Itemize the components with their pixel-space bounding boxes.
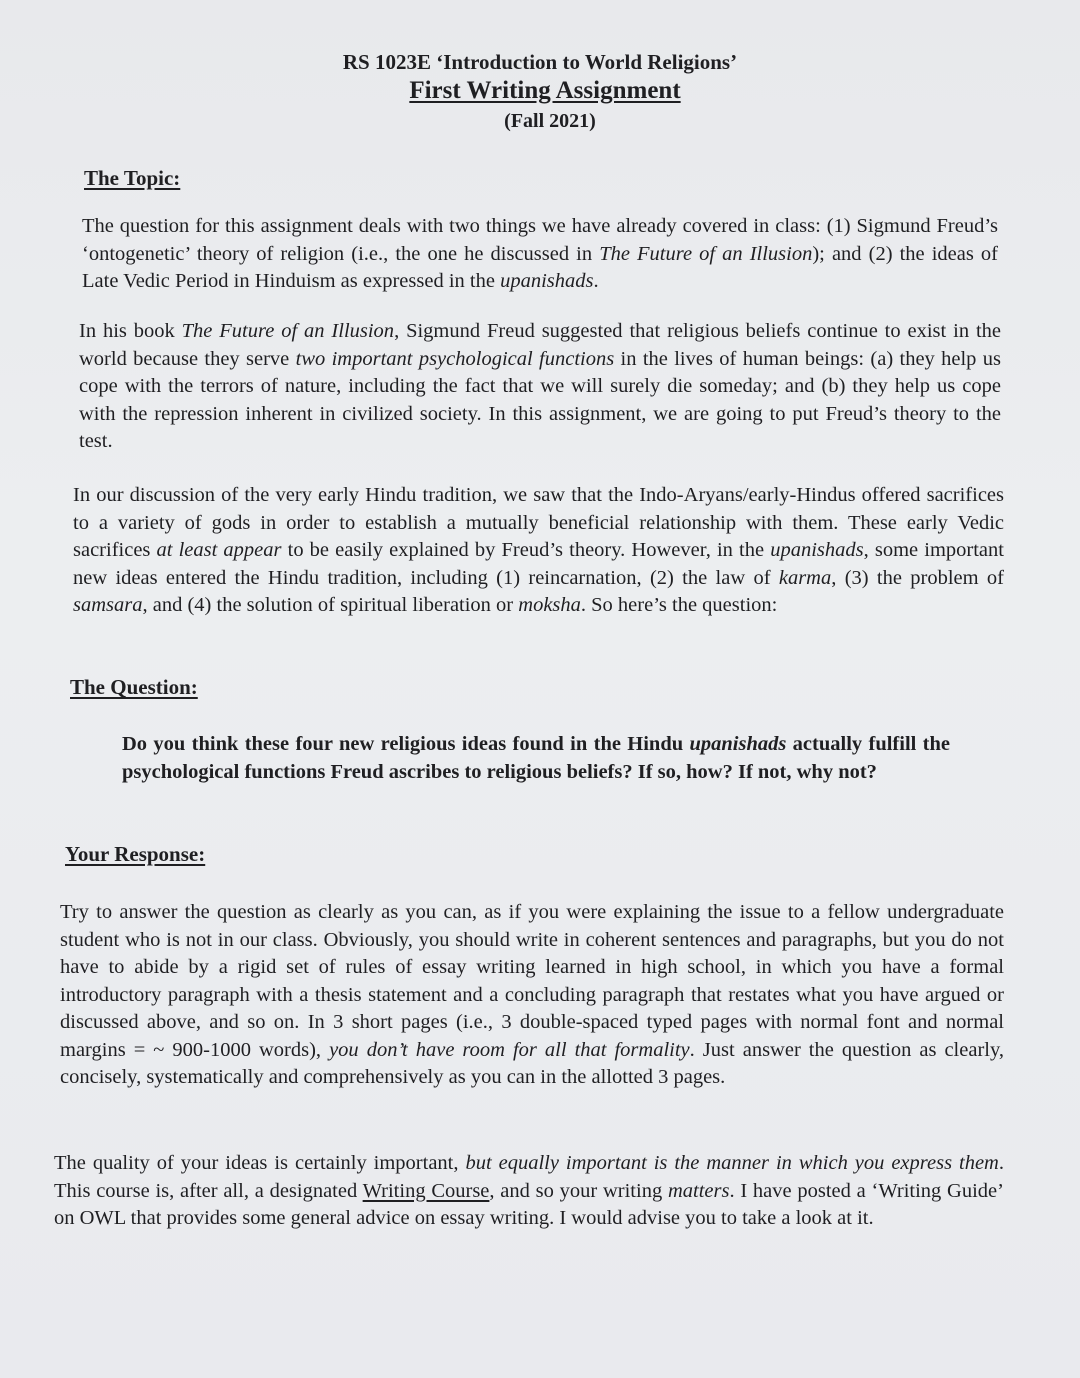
question-heading: The Question: (70, 675, 198, 699)
topic-paragraph-3: In our discussion of the very early Hindu tradition, we saw that the Indo-Aryans/early-Hindus offered sacrifices to a variety of gods in order to establish a mutually beneficial relationship with them. These early Vedic sacrifices at least appear to be easily explained by Freud’s theory. However, in the upanishads, some important new ideas entered the Hindu tradition, including (1) reincarnation, (2) the law of karma, (3) the problem of samsara, and (4) the solution of spiritual liberation or moksha. So here’s the question: (73, 484, 1004, 616)
term-label: (Fall 2021) (504, 110, 596, 132)
question-text: Do you think these four new religious ideas found in the Hindu upanishads actually fulfill the psychological functions Freud ascribes to religious beliefs? If so, how? If not, why not? (122, 733, 951, 783)
assignment-title: First Writing Assignment (409, 77, 681, 104)
topic-heading: The Topic: (84, 166, 181, 190)
topic-paragraph-2: In his book The Future of an Illusion, Sigmund Freud suggested that religious beliefs continue to exist in the world because they serve two important psychological functions in the lives of human beings: (a) they help us cope with the terrors of nature, including the fact that we will surely die someday; and (b) they help us cope with the repression inherent in civilized society. In this assignment, we are going to put Freud’s theory to the test. (79, 320, 1001, 452)
response-heading: Your Response: (65, 842, 206, 866)
document-header (0, 48, 1080, 136)
topic-paragraph-1: The question for this assignment deals with two things we have already covered in class: (1) Sigmund Freud’s ‘ontogenetic’ theory of religion (i.e., the one he discussed in The Future of an Illusion); and (2) the ideas of Late Vedic Period in Hinduism as expressed in the upanishads. (82, 215, 998, 292)
response-paragraph-1: Try to answer the question as clearly as you can, as if you were explaining the issue to a fellow undergraduate student who is not in our class. Obviously, you should write in coherent sentences and paragraphs, but you do not have to abide by a rigid set of rules of essay writing learned in high school, in which you have a formal introductory paragraph with a thesis statement and a concluding paragraph that restates what you have argued or discussed above, and so on. In 3 short pages (i.e., 3 double-spaced typed pages with normal font and normal margins = ~ 900-1000 words), you don’t have room for all that formality. Just answer the question as clearly, concisely, systematically and comprehensively as you can in the allotted 3 pages. (60, 901, 1005, 1088)
response-paragraph-2: The quality of your ideas is certainly important, but equally important is the manner in which you express them. This course is, after all, a designated Writing Course, and so your writing matters. I have posted a ‘Writing Guide’ on OWL that provides some general advice on essay writing. I would advise you to take a look at it. (54, 1152, 1004, 1229)
course-title: RS 1023E ‘Introduction to World Religions’ (342, 50, 738, 74)
